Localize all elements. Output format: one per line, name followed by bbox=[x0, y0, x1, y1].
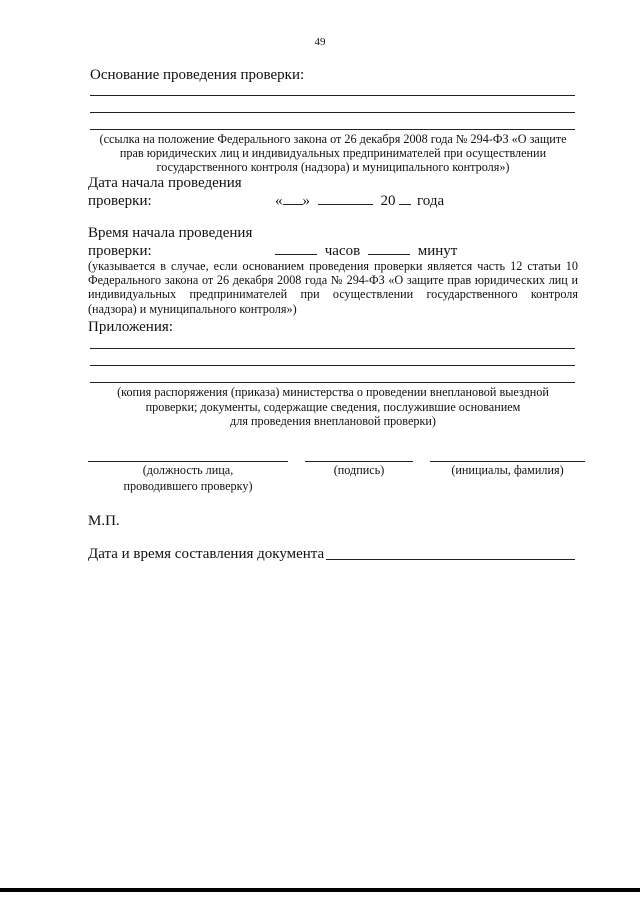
basis-title: Основание проведения проверки: bbox=[90, 67, 305, 83]
attachments-title: Приложения: bbox=[88, 319, 173, 335]
month-field[interactable] bbox=[318, 192, 373, 205]
attachments-fill-line-1[interactable] bbox=[90, 348, 575, 349]
signature-caption: (подпись) bbox=[333, 463, 385, 477]
quote-open: « bbox=[275, 193, 283, 209]
basis-fill-line-1[interactable] bbox=[90, 95, 575, 96]
position-field[interactable] bbox=[88, 461, 288, 462]
bottom-bar bbox=[0, 888, 640, 892]
minutes-field[interactable] bbox=[368, 242, 410, 255]
basis-note: (ссылка на положение Федерального закона от 26 декабря 2008 года № 294-ФЗ «О защите прав юридических лиц и индивидуальных предпринимателей при осуществлении государственного контроля (надзора) и муниципального контроля») bbox=[99, 132, 567, 175]
start-time-label-2: проверки: bbox=[88, 243, 152, 259]
doc-datetime-row bbox=[88, 545, 324, 563]
attachments-note-3: для проведения внеплановой проверки) bbox=[230, 414, 436, 428]
doc-datetime-field[interactable] bbox=[326, 559, 575, 560]
page-number: 49 bbox=[314, 36, 326, 48]
start-date-fields bbox=[275, 192, 444, 210]
name-field[interactable] bbox=[430, 461, 585, 462]
quote-close: » bbox=[302, 193, 310, 209]
basis-fill-line-2[interactable] bbox=[90, 112, 575, 113]
hours-field[interactable] bbox=[275, 242, 317, 255]
start-time-label-1: Время начала проведения bbox=[88, 225, 253, 241]
signature-field[interactable] bbox=[305, 461, 413, 462]
year-word: года bbox=[417, 193, 445, 209]
attachments-fill-line-3[interactable] bbox=[90, 382, 575, 383]
year-field[interactable] bbox=[399, 192, 411, 205]
position-caption-1: (должность лица, bbox=[142, 463, 234, 477]
attachments-note-2: проверки; документы, содержащие сведения, послужившие основанием bbox=[145, 399, 521, 414]
day-field[interactable] bbox=[283, 192, 303, 205]
attachments-note-1: (копия распоряжения (приказа) министерства о проведении внеплановой выездной bbox=[117, 385, 549, 399]
start-time-fields bbox=[275, 242, 457, 260]
start-date-label-2: проверки: bbox=[88, 193, 152, 209]
name-caption: (инициалы, фамилия) bbox=[451, 463, 564, 477]
attachments-fill-line-2[interactable] bbox=[90, 365, 575, 366]
minutes-word: минут bbox=[417, 243, 458, 259]
position-caption-2: проводившего проверку) bbox=[123, 479, 253, 493]
doc-datetime-label: Дата и время составления документа bbox=[88, 546, 325, 562]
century: 20 bbox=[380, 193, 396, 209]
stamp-place: М.П. bbox=[88, 513, 120, 529]
start-date-label-1: Дата начала проведения bbox=[88, 175, 242, 191]
hours-word: часов bbox=[324, 243, 361, 259]
start-time-note: (указывается в случае, если основанием проведения проверки является часть 12 статьи 10 Федерального закона от 26 декабря 2008 года № 294-ФЗ «О защите прав юридических лиц и индивидуальных предпринимателей при осуществлении государственного контроля (надзора) и муниципального контроля») bbox=[88, 259, 578, 316]
basis-fill-line-3[interactable] bbox=[90, 129, 575, 130]
